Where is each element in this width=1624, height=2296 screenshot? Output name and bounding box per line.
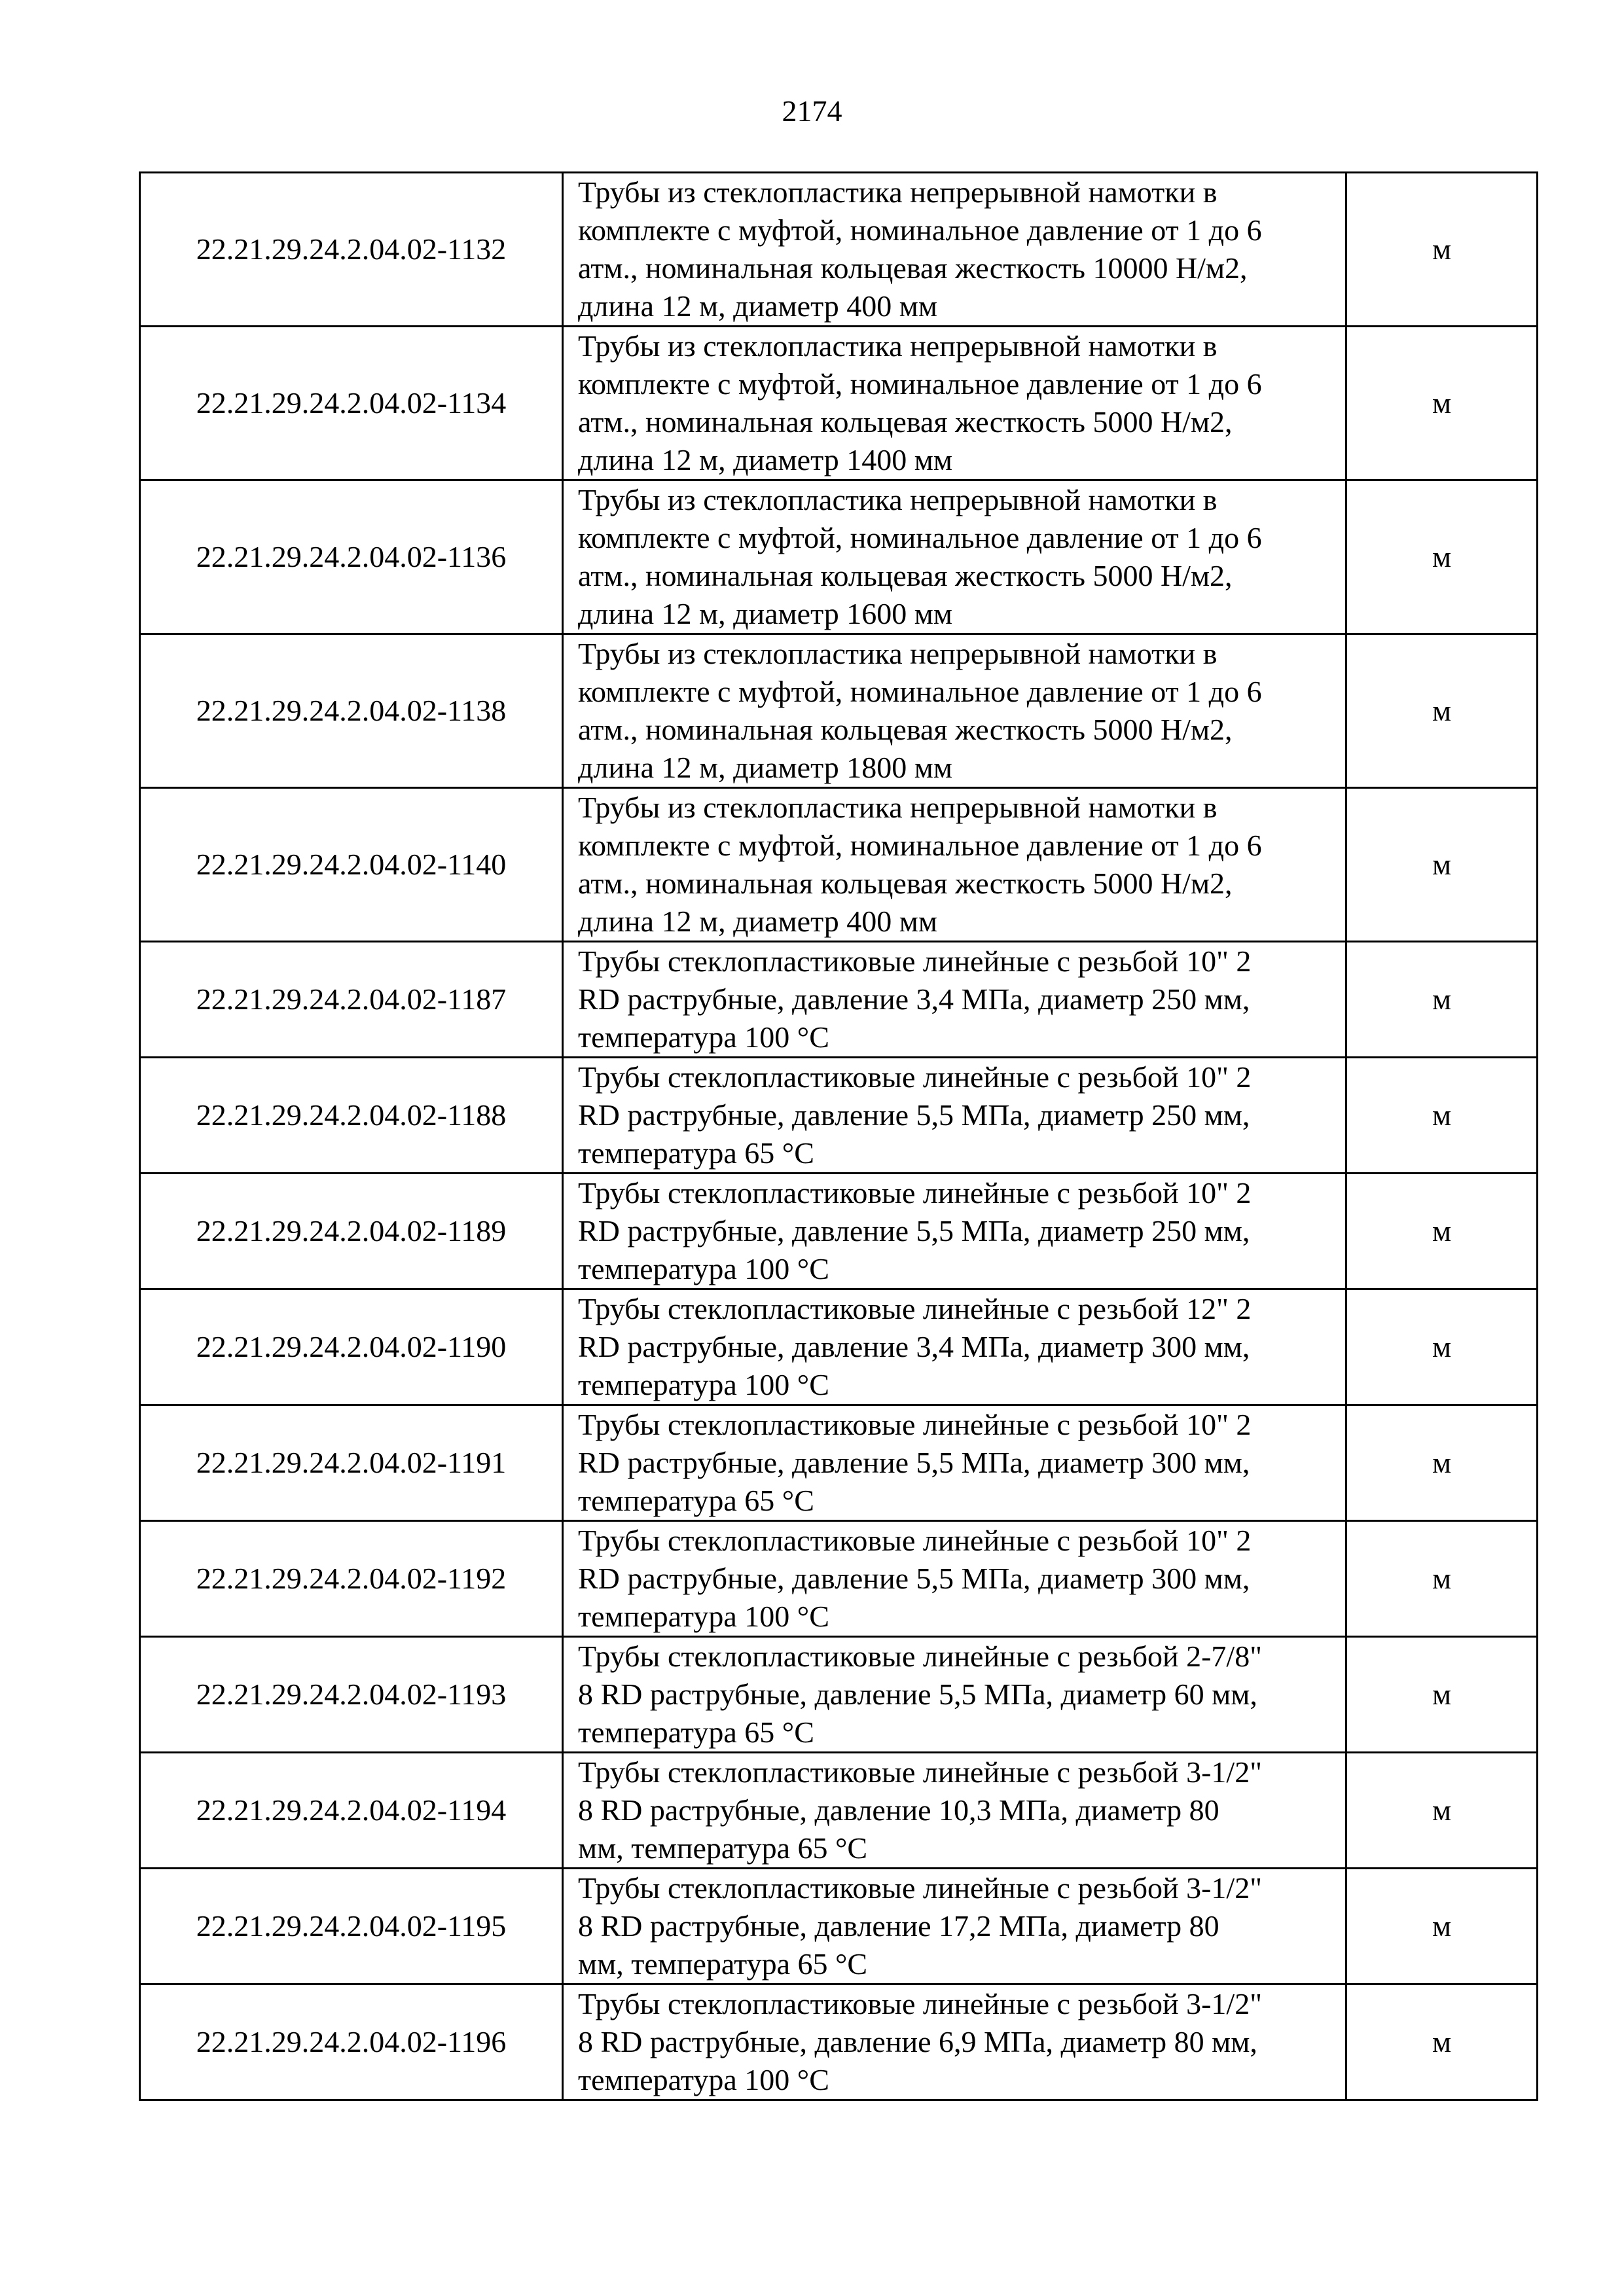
resource-unit: м (1346, 1753, 1538, 1869)
resource-code: 22.21.29.24.2.04.02-1191 (140, 1405, 563, 1521)
page-number: 2174 (782, 94, 842, 128)
resource-description: Трубы из стеклопластика непрерывной намотки в комплекте с муфтой, номинальное давление от 1 до 6 атм., номинальная кольцевая жесткость 5000 Н/м2, длина 12 м, диаметр 1600 мм (563, 480, 1346, 634)
resource-unit: м (1346, 173, 1538, 327)
resource-code: 22.21.29.24.2.04.02-1196 (140, 1984, 563, 2100)
table-row (140, 1869, 1538, 1984)
resource-unit: м (1346, 327, 1538, 480)
resource-table (139, 171, 1538, 2101)
resource-unit: м (1346, 1174, 1538, 1289)
resource-description: Трубы стеклопластиковые линейные с резьбой 12" 2 RD раструбные, давление 3,4 МПа, диаметр 300 мм, температура 100 °С (563, 1289, 1346, 1405)
resource-unit: м (1346, 1058, 1538, 1174)
resource-unit: м (1346, 788, 1538, 942)
resource-code: 22.21.29.24.2.04.02-1193 (140, 1637, 563, 1753)
resource-description: Трубы стеклопластиковые линейные с резьбой 10" 2 RD раструбные, давление 5,5 МПа, диаметр 250 мм, температура 65 °С (563, 1058, 1346, 1174)
resource-unit: м (1346, 1289, 1538, 1405)
resource-code: 22.21.29.24.2.04.02-1132 (140, 173, 563, 327)
resource-code: 22.21.29.24.2.04.02-1187 (140, 942, 563, 1058)
resource-code: 22.21.29.24.2.04.02-1195 (140, 1869, 563, 1984)
resource-description: Трубы из стеклопластика непрерывной намотки в комплекте с муфтой, номинальное давление от 1 до 6 атм., номинальная кольцевая жесткость 10000 Н/м2, длина 12 м, диаметр 400 мм (563, 173, 1346, 327)
resource-description: Трубы из стеклопластика непрерывной намотки в комплекте с муфтой, номинальное давление от 1 до 6 атм., номинальная кольцевая жесткость 5000 Н/м2, длина 12 м, диаметр 400 мм (563, 788, 1346, 942)
resource-unit: м (1346, 1521, 1538, 1637)
resource-unit: м (1346, 942, 1538, 1058)
resource-unit: м (1346, 634, 1538, 788)
table-row (140, 1637, 1538, 1753)
resource-code: 22.21.29.24.2.04.02-1140 (140, 788, 563, 942)
resource-description: Трубы стеклопластиковые линейные с резьбой 10" 2 RD раструбные, давление 5,5 МПа, диаметр 300 мм, температура 100 °С (563, 1521, 1346, 1637)
resource-unit: м (1346, 1984, 1538, 2100)
table-row (140, 788, 1538, 942)
resource-description: Трубы из стеклопластика непрерывной намотки в комплекте с муфтой, номинальное давление от 1 до 6 атм., номинальная кольцевая жесткость 5000 Н/м2, длина 12 м, диаметр 1400 мм (563, 327, 1346, 480)
resource-unit: м (1346, 1405, 1538, 1521)
resource-code: 22.21.29.24.2.04.02-1188 (140, 1058, 563, 1174)
table-row (140, 634, 1538, 788)
resource-unit: м (1346, 1869, 1538, 1984)
table-row (140, 173, 1538, 327)
resource-code: 22.21.29.24.2.04.02-1189 (140, 1174, 563, 1289)
table-row (140, 1521, 1538, 1637)
resource-description: Трубы из стеклопластика непрерывной намотки в комплекте с муфтой, номинальное давление от 1 до 6 атм., номинальная кольцевая жесткость 5000 Н/м2, длина 12 м, диаметр 1800 мм (563, 634, 1346, 788)
resource-description: Трубы стеклопластиковые линейные с резьбой 3-1/2" 8 RD раструбные, давление 6,9 МПа, диаметр 80 мм, температура 100 °С (563, 1984, 1346, 2100)
table-row (140, 1174, 1538, 1289)
resource-table-body (140, 173, 1538, 2100)
table-row (140, 480, 1538, 634)
resource-code: 22.21.29.24.2.04.02-1138 (140, 634, 563, 788)
resource-code: 22.21.29.24.2.04.02-1134 (140, 327, 563, 480)
resource-code: 22.21.29.24.2.04.02-1192 (140, 1521, 563, 1637)
resource-code: 22.21.29.24.2.04.02-1194 (140, 1753, 563, 1869)
resource-description: Трубы стеклопластиковые линейные с резьбой 10" 2 RD раструбные, давление 5,5 МПа, диаметр 250 мм, температура 100 °С (563, 1174, 1346, 1289)
table-row (140, 327, 1538, 480)
resource-description: Трубы стеклопластиковые линейные с резьбой 2-7/8" 8 RD раструбные, давление 5,5 МПа, диаметр 60 мм, температура 65 °С (563, 1637, 1346, 1753)
resource-unit: м (1346, 1637, 1538, 1753)
table-row (140, 1984, 1538, 2100)
resource-description: Трубы стеклопластиковые линейные с резьбой 10" 2 RD раструбные, давление 3,4 МПа, диаметр 250 мм, температура 100 °С (563, 942, 1346, 1058)
table-row (140, 1289, 1538, 1405)
resource-code: 22.21.29.24.2.04.02-1190 (140, 1289, 563, 1405)
resource-code: 22.21.29.24.2.04.02-1136 (140, 480, 563, 634)
table-row (140, 1058, 1538, 1174)
table-row (140, 1405, 1538, 1521)
resource-unit: м (1346, 480, 1538, 634)
resource-description: Трубы стеклопластиковые линейные с резьбой 10" 2 RD раструбные, давление 5,5 МПа, диаметр 300 мм, температура 65 °С (563, 1405, 1346, 1521)
table-row (140, 942, 1538, 1058)
table-row (140, 1753, 1538, 1869)
resource-description: Трубы стеклопластиковые линейные с резьбой 3-1/2" 8 RD раструбные, давление 10,3 МПа, диаметр 80 мм, температура 65 °С (563, 1753, 1346, 1869)
resource-description: Трубы стеклопластиковые линейные с резьбой 3-1/2" 8 RD раструбные, давление 17,2 МПа, диаметр 80 мм, температура 65 °С (563, 1869, 1346, 1984)
